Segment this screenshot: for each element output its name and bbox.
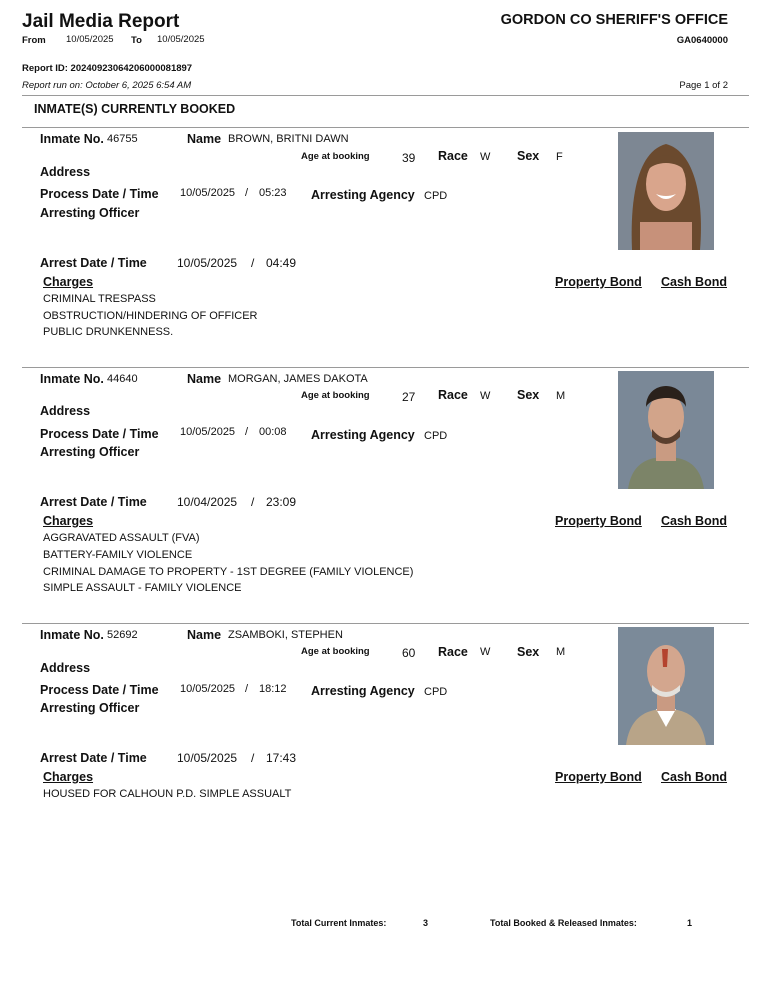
- arresting-agency-label: Arresting Agency: [311, 684, 415, 698]
- race-label: Race: [438, 149, 468, 163]
- total-current-value: 3: [423, 918, 429, 928]
- arrest-date-value: 10/05/2025: [177, 751, 238, 765]
- section-title: INMATE(S) CURRENTLY BOOKED: [34, 102, 236, 116]
- arrest-time-value: 23:09: [266, 495, 297, 509]
- name-label: Name: [187, 132, 222, 146]
- to-label: To: [131, 35, 142, 46]
- name-label: Name: [187, 628, 222, 642]
- sex-label: Sex: [517, 645, 540, 659]
- arrest-slash: /: [251, 495, 255, 509]
- charges-label: Charges: [43, 275, 94, 289]
- arrest-date-label: Arrest Date / Time: [40, 751, 147, 765]
- process-date-label: Process Date / Time: [40, 427, 159, 441]
- race-label: Race: [438, 645, 468, 659]
- inmate-name: MORGAN, JAMES DAKOTA: [228, 373, 368, 385]
- arresting-officer-label: Arresting Officer: [40, 445, 140, 459]
- arrest-date-label: Arrest Date / Time: [40, 256, 147, 270]
- address-label: Address: [40, 661, 91, 675]
- race-value: W: [480, 390, 491, 402]
- age-value: 27: [402, 390, 416, 404]
- inmate-no-value: 52692: [107, 629, 138, 641]
- to-date: 10/05/2025: [157, 34, 205, 45]
- inmate-name: BROWN, BRITNI DAWN: [228, 133, 349, 145]
- mugshot-photo: [618, 371, 714, 489]
- process-slash: /: [245, 426, 249, 438]
- arrest-date-label: Arrest Date / Time: [40, 495, 147, 509]
- report-run-date: Report run on: October 6, 2025 6:54 AM: [22, 80, 192, 91]
- inmate-no-value: 46755: [107, 133, 138, 145]
- charge-item: CRIMINAL TRESPASS: [43, 293, 156, 305]
- age-label: Age at booking: [301, 390, 370, 401]
- property-bond-label: Property Bond: [555, 770, 642, 784]
- charge-item: SIMPLE ASSAULT - FAMILY VIOLENCE: [43, 582, 242, 594]
- process-time-value: 00:08: [259, 426, 287, 438]
- sex-label: Sex: [517, 388, 540, 402]
- from-label: From: [22, 35, 46, 46]
- sex-value: M: [556, 646, 566, 658]
- property-bond-label: Property Bond: [555, 275, 642, 289]
- process-date-label: Process Date / Time: [40, 187, 159, 201]
- sex-label: Sex: [517, 149, 540, 163]
- arresting-agency-value: CPD: [424, 686, 448, 698]
- sex-value: M: [556, 390, 566, 402]
- charge-item: OBSTRUCTION/HINDERING OF OFFICER: [43, 310, 258, 322]
- arrest-slash: /: [251, 751, 255, 765]
- inmate-no-value: 44640: [107, 373, 138, 385]
- inmate-no-label: Inmate No.: [40, 132, 104, 146]
- cash-bond-label: Cash Bond: [661, 514, 727, 528]
- charge-item: PUBLIC DRUNKENNESS.: [43, 326, 174, 338]
- record-divider: [22, 367, 749, 368]
- arrest-time-value: 04:49: [266, 256, 297, 270]
- page-number: Page 1 of 2: [679, 80, 728, 91]
- section-divider: [22, 127, 749, 128]
- header-divider: [22, 95, 749, 96]
- mugshot-photo: [618, 132, 714, 250]
- age-value: 39: [402, 151, 416, 165]
- inmate-name: ZSAMBOKI, STEPHEN: [228, 629, 343, 641]
- name-label: Name: [187, 372, 222, 386]
- arrest-slash: /: [251, 256, 255, 270]
- sex-value: F: [556, 151, 563, 163]
- report-id: Report ID: 20240923064206000081897: [22, 63, 193, 74]
- arresting-agency-value: CPD: [424, 430, 448, 442]
- mugshot-photo: [618, 627, 714, 745]
- record-divider: [22, 623, 749, 624]
- charges-label: Charges: [43, 770, 94, 784]
- charge-item: CRIMINAL DAMAGE TO PROPERTY - 1ST DEGREE (FAMILY VIOLENCE): [43, 566, 414, 578]
- arresting-officer-label: Arresting Officer: [40, 701, 140, 715]
- charge-item: BATTERY-FAMILY VIOLENCE: [43, 549, 193, 561]
- address-label: Address: [40, 404, 91, 418]
- office-code: GA0640000: [676, 35, 728, 46]
- from-date: 10/05/2025: [66, 34, 114, 45]
- arrest-date-value: 10/05/2025: [177, 256, 238, 270]
- arresting-agency-label: Arresting Agency: [311, 428, 415, 442]
- address-label: Address: [40, 165, 91, 179]
- process-date-value: 10/05/2025: [180, 683, 236, 695]
- process-slash: /: [245, 187, 249, 199]
- process-date-label: Process Date / Time: [40, 683, 159, 697]
- age-label: Age at booking: [301, 151, 370, 162]
- inmate-no-label: Inmate No.: [40, 372, 104, 386]
- race-label: Race: [438, 388, 468, 402]
- arresting-officer-label: Arresting Officer: [40, 206, 140, 220]
- cash-bond-label: Cash Bond: [661, 770, 727, 784]
- process-date-value: 10/05/2025: [180, 187, 236, 199]
- race-value: W: [480, 151, 491, 163]
- charge-item: HOUSED FOR CALHOUN P.D. SIMPLE ASSUALT: [43, 788, 292, 800]
- total-released-value: 1: [687, 918, 693, 928]
- arrest-date-value: 10/04/2025: [177, 495, 238, 509]
- total-released-label: Total Booked & Released Inmates:: [490, 918, 637, 928]
- total-current-label: Total Current Inmates:: [291, 918, 387, 928]
- charge-item: AGGRAVATED ASSAULT (FVA): [43, 532, 200, 544]
- process-time-value: 18:12: [259, 683, 287, 695]
- age-value: 60: [402, 646, 416, 660]
- report-title: Jail Media Report: [22, 11, 180, 32]
- charges-label: Charges: [43, 514, 94, 528]
- arrest-time-value: 17:43: [266, 751, 297, 765]
- process-slash: /: [245, 683, 249, 695]
- process-time-value: 05:23: [259, 187, 287, 199]
- office-name: GORDON CO SHERIFF'S OFFICE: [500, 12, 728, 28]
- process-date-value: 10/05/2025: [180, 426, 236, 438]
- age-label: Age at booking: [301, 646, 370, 657]
- cash-bond-label: Cash Bond: [661, 275, 727, 289]
- arresting-agency-value: CPD: [424, 190, 448, 202]
- race-value: W: [480, 646, 491, 658]
- inmate-no-label: Inmate No.: [40, 628, 104, 642]
- property-bond-label: Property Bond: [555, 514, 642, 528]
- arresting-agency-label: Arresting Agency: [311, 188, 415, 202]
